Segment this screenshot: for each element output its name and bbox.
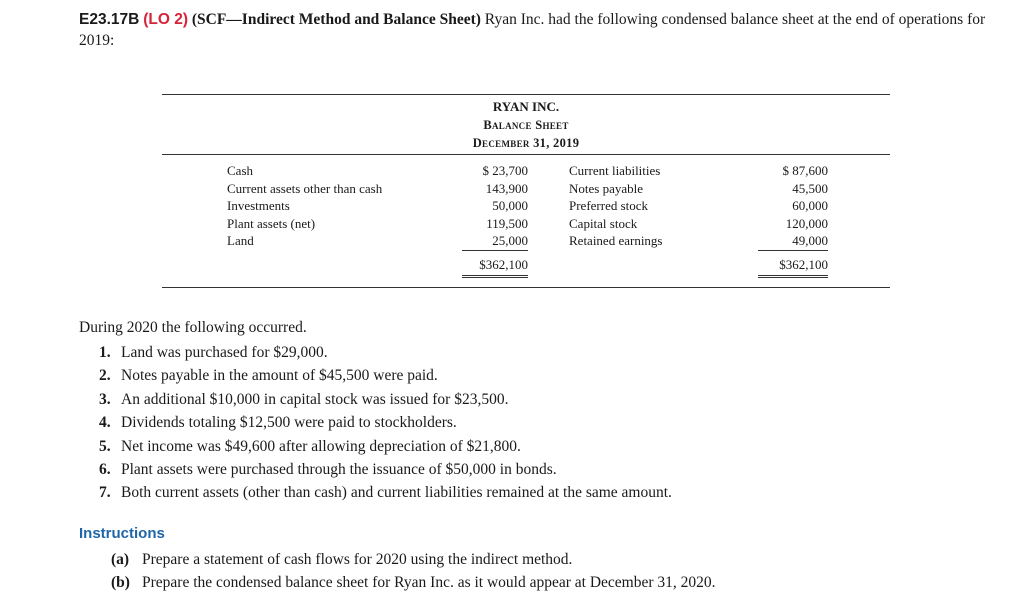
liability-total: $362,100 xyxy=(758,256,828,278)
instructions-heading: Instructions xyxy=(79,525,165,542)
asset-value: 50,000 xyxy=(492,198,528,214)
liability-label: Preferred stock xyxy=(569,198,649,214)
item-number: 4. xyxy=(99,414,111,432)
list-item xyxy=(111,571,716,594)
list-item xyxy=(111,548,716,571)
item-text: Both current assets (other than cash) and current liabilities remained at the same amount. xyxy=(121,484,672,502)
item-number: (b) xyxy=(111,574,130,592)
exercise-topic: (SCF—Indirect Method and Balance Sheet) xyxy=(191,11,481,28)
list-item xyxy=(99,481,672,504)
exercise-code: E23.17B xyxy=(79,11,140,28)
list-item xyxy=(99,364,672,387)
list-item xyxy=(99,411,672,434)
liability-values xyxy=(758,162,828,278)
item-text: Land was purchased for $29,000. xyxy=(121,344,328,361)
item-text: Net income was $49,600 after allowing depreciation of $21,800. xyxy=(121,437,521,455)
liability-value: 120,000 xyxy=(785,215,828,231)
item-number: (a) xyxy=(111,551,130,568)
liability-labels xyxy=(569,162,663,250)
item-text: Dividends totaling $12,500 were paid to stockholders. xyxy=(121,414,457,432)
statement-date: December 31, 2019 xyxy=(472,136,580,150)
events-list xyxy=(99,341,672,505)
item-text: Prepare the condensed balance sheet for Ryan Inc. as it would appear at December 31, 2020. xyxy=(142,574,716,592)
table-top-rule xyxy=(162,94,890,95)
asset-values xyxy=(462,162,528,278)
list-item xyxy=(99,435,672,458)
item-number: 6. xyxy=(99,461,111,479)
liability-value: 49,000 xyxy=(758,232,828,251)
asset-value: 143,900 xyxy=(485,180,528,196)
liability-value: $ 87,600 xyxy=(782,163,828,178)
asset-value: 25,000 xyxy=(462,232,528,251)
asset-label: Current assets other than cash xyxy=(227,180,383,196)
item-text: Prepare a statement of cash flows for 2020 using the indirect method. xyxy=(142,551,573,568)
table-bottom-rule xyxy=(162,287,890,288)
asset-label: Plant assets (net) xyxy=(227,215,316,231)
liability-label: Current liabilities xyxy=(569,163,661,178)
item-text: Notes payable in the amount of $45,500 were paid. xyxy=(121,367,438,385)
item-number: 2. xyxy=(99,367,111,385)
item-number: 1. xyxy=(99,344,111,361)
asset-value: $ 23,700 xyxy=(482,163,528,178)
asset-value: 119,500 xyxy=(486,215,528,231)
list-item xyxy=(99,341,672,364)
item-text: An additional $10,000 in capital stock was issued for $23,500. xyxy=(121,390,509,408)
item-number: 7. xyxy=(99,484,111,502)
asset-total: $362,100 xyxy=(462,256,528,278)
list-item xyxy=(99,388,672,411)
exercise-header xyxy=(79,9,999,51)
liability-value: 60,000 xyxy=(792,198,828,214)
asset-label: Investments xyxy=(227,198,290,214)
learning-objective: (LO 2) xyxy=(143,11,188,28)
liability-label: Notes payable xyxy=(569,180,644,196)
instructions-list xyxy=(111,548,716,595)
exercise-description: Ryan Inc. had the following condensed balance sheet at the end of operations for 2019: xyxy=(79,11,986,49)
liability-label: Capital stock xyxy=(569,215,638,231)
heading-rule xyxy=(162,154,890,155)
asset-label: Cash xyxy=(227,163,253,178)
item-text: Plant assets were purchased through the issuance of $50,000 in bonds. xyxy=(121,461,557,479)
asset-labels xyxy=(227,162,382,250)
asset-label: Land xyxy=(227,233,254,249)
item-number: 5. xyxy=(99,437,111,455)
list-item xyxy=(99,458,672,481)
item-number: 3. xyxy=(99,390,111,408)
statement-title: Balance Sheet xyxy=(483,118,569,132)
company-name: RYAN INC. xyxy=(492,99,560,114)
events-intro: During 2020 the following occurred. xyxy=(79,319,307,336)
liability-label: Retained earnings xyxy=(569,233,663,249)
liability-value: 45,500 xyxy=(792,180,828,196)
